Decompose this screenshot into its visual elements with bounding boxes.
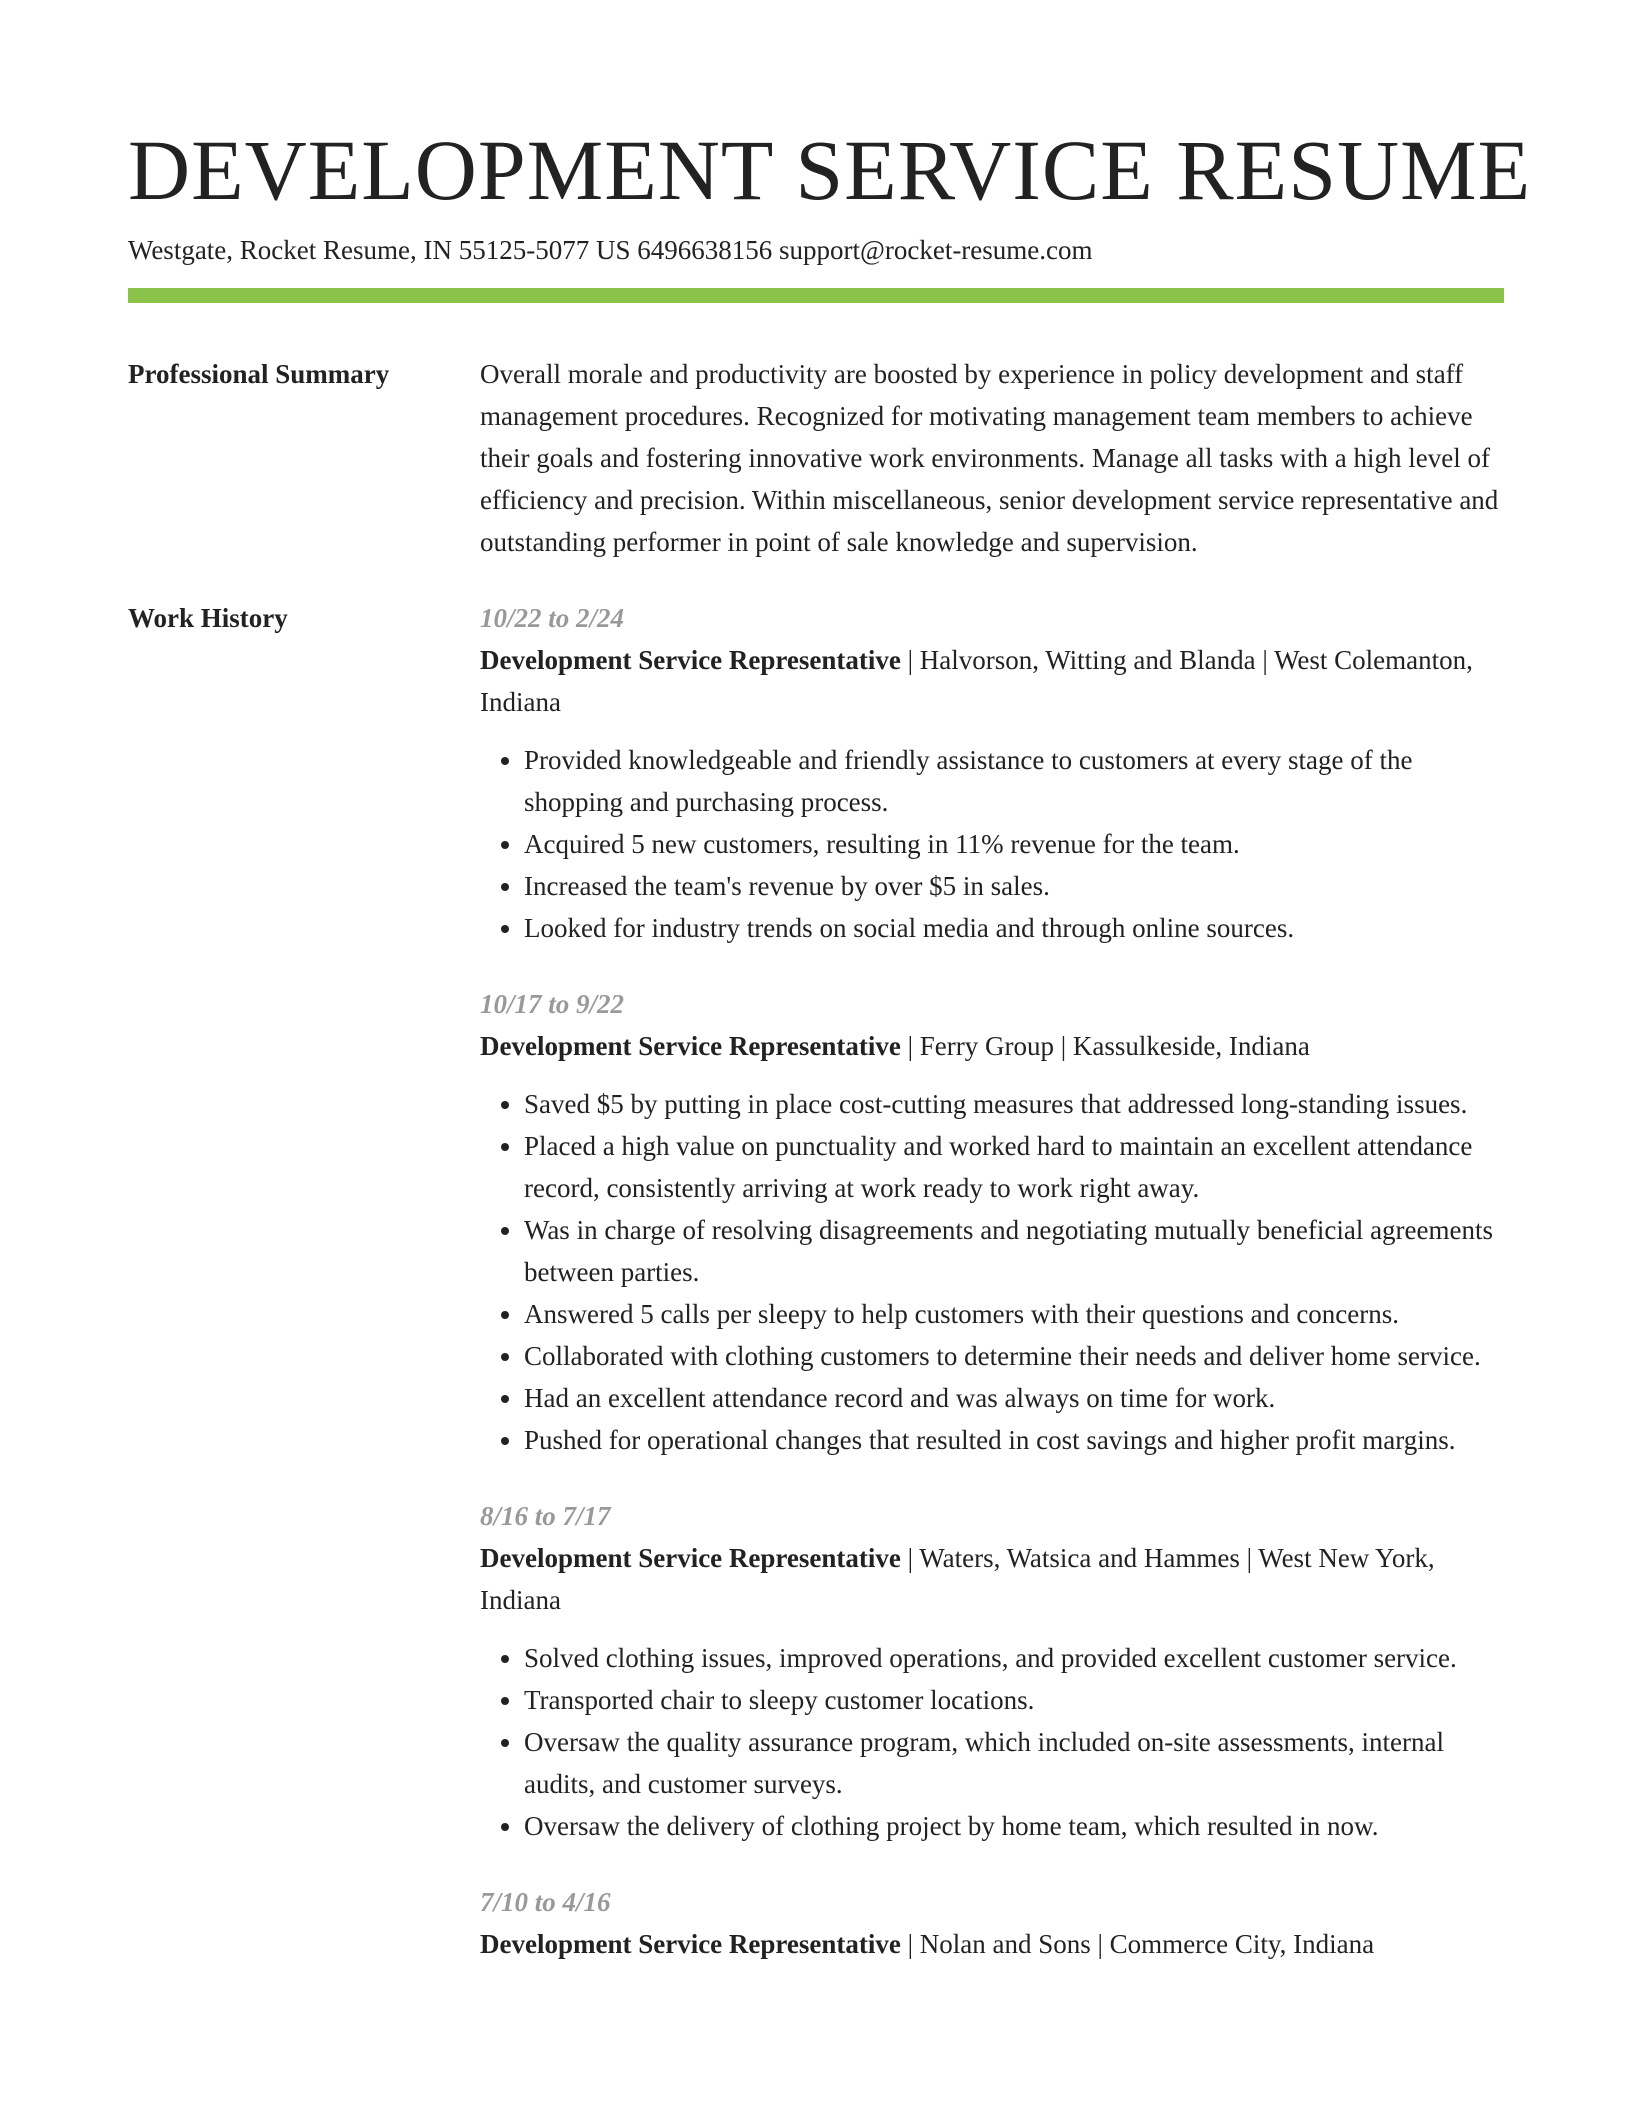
job-bullet: • Transported chair to sleepy customer locations. [524, 1679, 1504, 1721]
job-employer-location: | Waters, Watsica and Hammes | West New York, Indiana [480, 1543, 1435, 1615]
job-dates: 10/22 to 2/24 [480, 603, 625, 633]
job-employer-location: | Nolan and Sons | Commerce City, Indiana [900, 1929, 1375, 1959]
job-bullet: • Provided knowledgeable and friendly assistance to customers at every stage of the shopping and purchasing process. [524, 739, 1504, 823]
job-bullet: • Oversaw the delivery of clothing project by home team, which resulted in now. [524, 1805, 1504, 1847]
job-entry [480, 597, 1504, 949]
job-bullet-list [480, 1637, 1504, 1847]
job-bullet: • Was in charge of resolving disagreements and negotiating mutually beneficial agreements between parties. [524, 1209, 1504, 1293]
job-bullet: • Solved clothing issues, improved operations, and provided excellent customer service. [524, 1637, 1504, 1679]
section-title-summary: Professional Summary [128, 359, 390, 389]
job-heading [480, 1025, 1504, 1067]
job-heading [480, 1537, 1504, 1621]
contact-line: Westgate, Rocket Resume, IN 55125-5077 US 6496638156 support@rocket-resume.com [128, 235, 1093, 265]
job-employer-location: | Ferry Group | Kassulkeside, Indiana [900, 1031, 1310, 1061]
job-bullet: • Had an excellent attendance record and was always on time for work. [524, 1377, 1504, 1419]
job-title: Development Service Representative [480, 645, 901, 675]
job-dates: 7/10 to 4/16 [480, 1887, 611, 1917]
job-bullet-list [480, 1083, 1504, 1461]
work-history-list [480, 597, 1504, 1999]
summary-text: Overall morale and productivity are boosted by experience in policy development and staff management procedures. Recognized for motivating management team members to achieve their goals and fostering innovative work environments. Manage all tasks with a high level of efficiency and precision. Within miscellaneous, senior development service representative and outstanding performer in point of sale knowledge and supervision. [480, 359, 1499, 557]
job-heading [480, 639, 1504, 723]
job-employer-location: | Halvorson, Witting and Blanda | West Colemanton, Indiana [480, 645, 1473, 717]
job-heading [480, 1923, 1504, 1965]
resume-title: DEVELOPMENT SERVICE RESUME [128, 122, 1532, 218]
professional-summary-section [128, 353, 1504, 563]
resume-page [128, 120, 1532, 1999]
job-bullet: • Collaborated with clothing customers to determine their needs and deliver home service. [524, 1335, 1504, 1377]
job-bullet-list [480, 739, 1504, 949]
job-bullet: • Increased the team's revenue by over $5 in sales. [524, 865, 1504, 907]
job-bullet: • Saved $5 by putting in place cost-cutting measures that addressed long-standing issues. [524, 1083, 1504, 1125]
job-title: Development Service Representative [480, 1543, 901, 1573]
work-history-section [128, 597, 1504, 1999]
job-entry [480, 1495, 1504, 1847]
job-title: Development Service Representative [480, 1031, 901, 1061]
accent-divider [128, 288, 1504, 303]
job-bullet: • Answered 5 calls per sleepy to help customers with their questions and concerns. [524, 1293, 1504, 1335]
job-dates: 10/17 to 9/22 [480, 989, 625, 1019]
job-entry [480, 983, 1504, 1461]
job-dates: 8/16 to 7/17 [480, 1501, 611, 1531]
job-bullet: • Placed a high value on punctuality and worked hard to maintain an excellent attendance record, consistently arriving at work ready to work right away. [524, 1125, 1504, 1209]
job-entry [480, 1881, 1504, 1965]
job-title: Development Service Representative [480, 1929, 901, 1959]
section-title-work-history: Work History [128, 603, 288, 633]
job-bullet: • Looked for industry trends on social media and through online sources. [524, 907, 1504, 949]
job-bullet: • Oversaw the quality assurance program, which included on-site assessments, internal audits, and customer surveys. [524, 1721, 1504, 1805]
job-bullet: • Pushed for operational changes that resulted in cost savings and higher profit margins. [524, 1419, 1504, 1461]
job-bullet: • Acquired 5 new customers, resulting in 11% revenue for the team. [524, 823, 1504, 865]
